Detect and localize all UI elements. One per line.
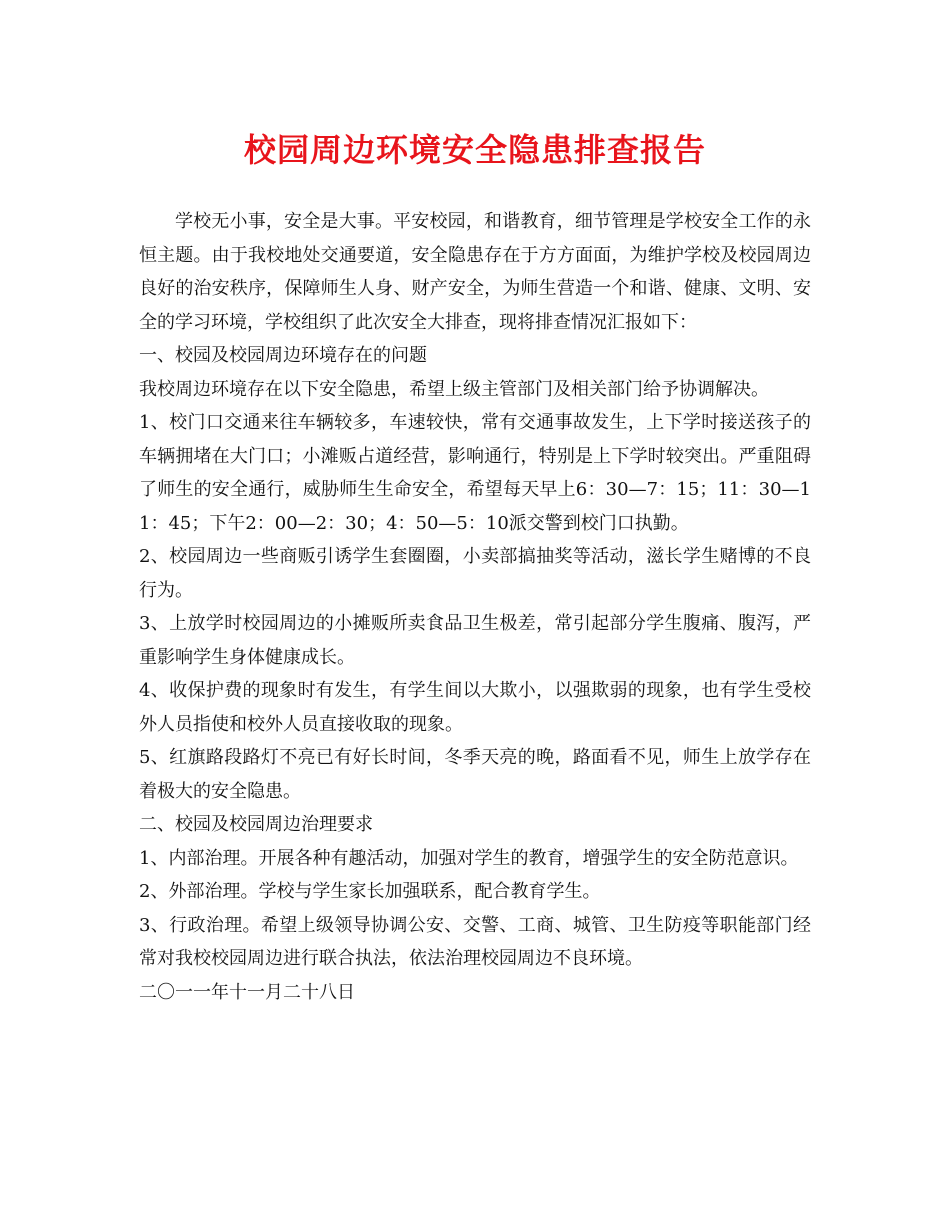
paragraph: 我校周边环境存在以下安全隐患，希望上级主管部门及相关部门给予协调解决。 [139,378,769,400]
list-item: 5、红旗路段路灯不亮已有好长时间，冬季天亮的晚，路面看不见，师生上放学存在着极大的安全隐患。 [139,747,811,802]
list-item: 1、内部治理。开展各种有趣活动，加强对学生的教育，增强学生的安全防范意识。 [139,847,799,869]
section-heading-problems: 一、校园及校园周边环境存在的问题 [139,345,427,366]
intro-paragraph: 学校无小事，安全是大事。平安校园，和谐教育，细节管理是学校安全工作的永恒主题。由于我校地处交通要道，安全隐患存在于方方面面，为维护学校及校园周边良好的治安秩序，保障师生人身、财产安全，为师生营造一个和谐、健康、文明、安全的学习环境，学校组织了此次安全大排查，现将排查情况汇报如下： [139,211,811,333]
document-date: 二〇一一年十一月二十八日 [139,981,355,1003]
document-body [139,205,811,1009]
list-item: 4、收保护费的现象时有发生，有学生间以大欺小，以强欺弱的现象，也有学生受校外人员指使和校外人员直接收取的现象。 [139,680,811,735]
section-heading-requirements: 二、校园及校园周边治理要求 [139,814,373,835]
list-item: 1、校门口交通来往车辆较多，车速较快，常有交通事故发生，上下学时接送孩子的车辆拥堵在大门口；小滩贩占道经营，影响通行，特别是上下学时较突出。严重阻碍了师生的安全通行，威胁师生生命安全，希望每天早上6：30—7：15；11：30—11：45；下午2：00—2：30；4：50—5：10派交警到校门口执勤。 [139,412,811,534]
document-title: 校园周边环境安全隐患排查报告 [243,131,706,169]
list-item: 3、行政治理。希望上级领导协调公安、交警、工商、城管、卫生防疫等职能部门经常对我校校园周边进行联合执法，依法治理校园周边不良环境。 [139,914,811,969]
list-item: 2、校园周边一些商贩引诱学生套圈圈，小卖部搞抽奖等活动，滋长学生赌博的不良行为。 [139,546,811,601]
list-item: 2、外部治理。学校与学生家长加强联系，配合教育学生。 [139,881,601,902]
list-item: 3、上放学时校园周边的小摊贩所卖食品卫生极差，常引起部分学生腹痛、腹泻，严重影响学生身体健康成长。 [139,613,811,668]
